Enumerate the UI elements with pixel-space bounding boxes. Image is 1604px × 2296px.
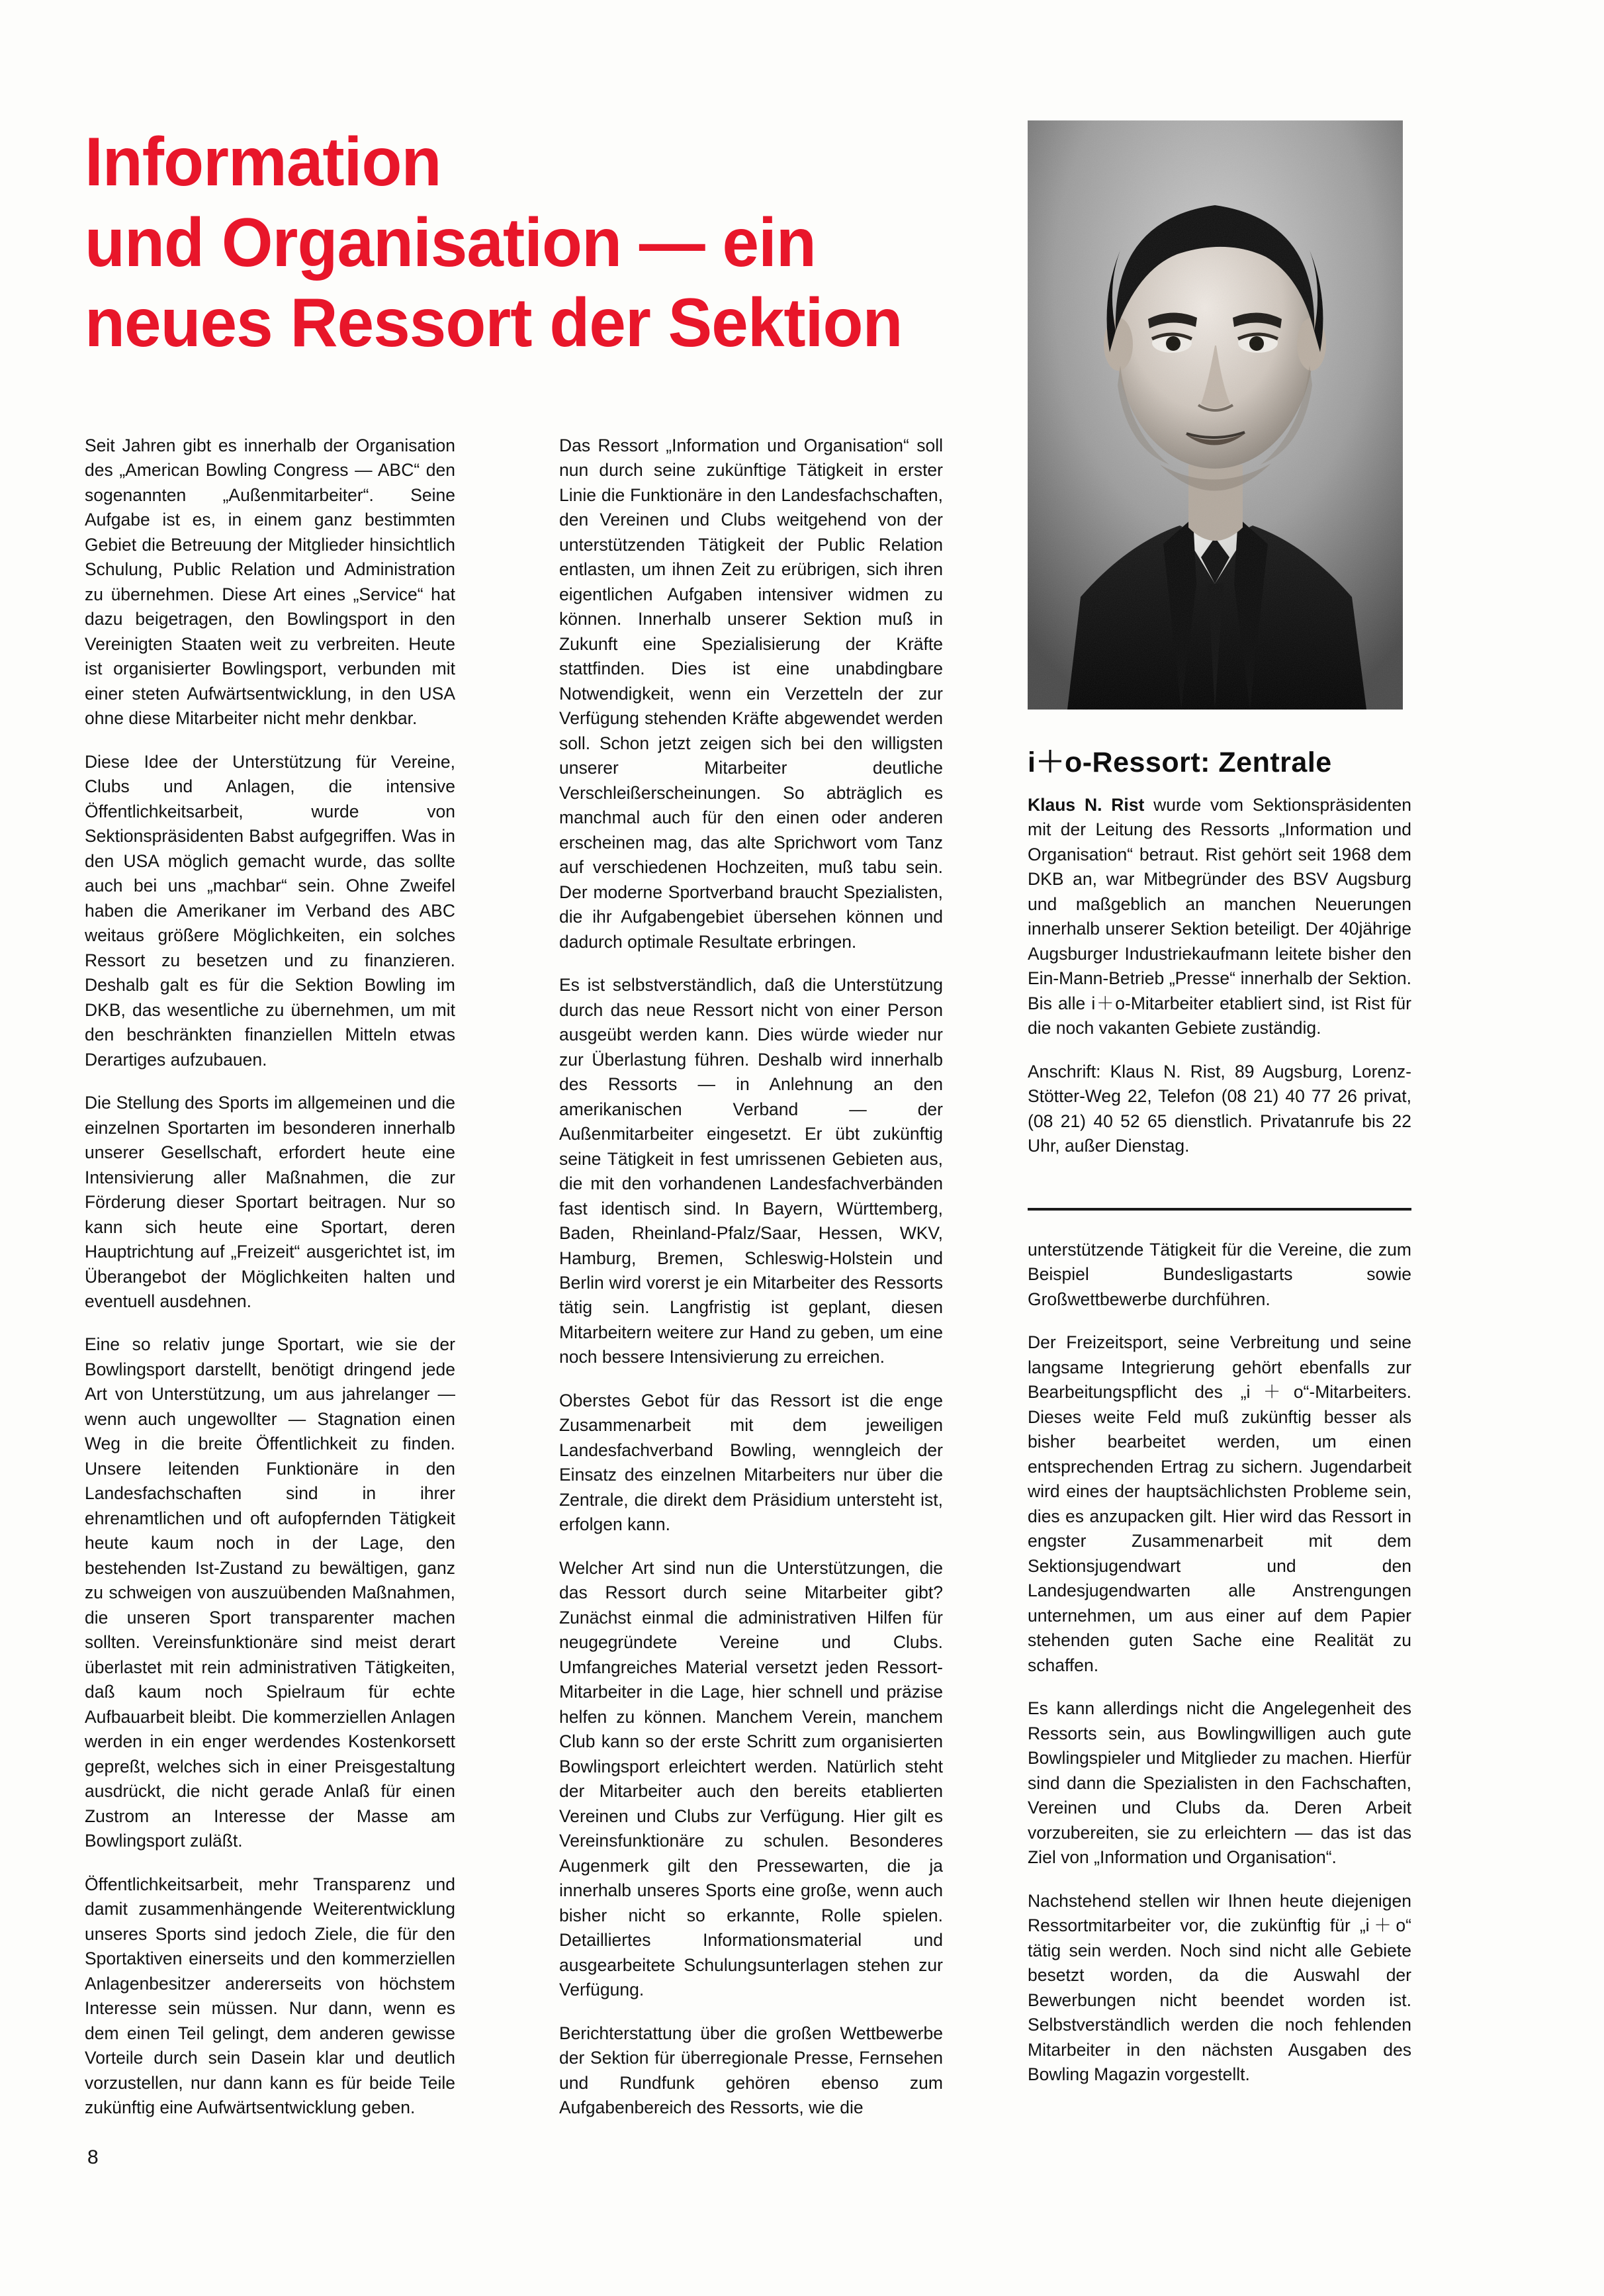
lead-rest: wurde vom Sektionspräsidenten mit der Leitung des Ressorts „Information und Organisation“ betraut. Rist gehört seit 1968 dem DKB an, war Mitbegründer des BSV Augsburg und maßgeblich an manchen Neuerungen innerhalb unserer Sektion beteiligt. Der 40jährige Augsburger Industriekaufmann leitete bisher den Ein-Mann-Betrieb „Presse“ innerhalb der Sektion. Bis alle i＋o-Mitarbeiter etabliert sind, ist Rist für die noch vakanten Gebiete zuständig.	[1028, 795, 1412, 1038]
portrait-illustration	[1028, 120, 1403, 710]
paragraph: Nachstehend stellen wir Ihnen heute diejenigen Ressortmitarbeiter vor, die zukünftig für „i＋o“ tätig sein werden. Noch sind nicht alle Gebiete besetzt worden, da die Auswahl der Bewerbungen nicht beendet worden ist. Selbstverständlich werden die noch fehlenden Mitarbeiter in den nächsten Ausgaben des Bowling Magazin vorgestellt.	[1028, 1890, 1411, 2085]
paragraph: Das Ressort „Information und Organisation“ soll nun durch seine zukünftige Tätigkeit in erster Linie die Funktionäre in den Landesfachschaften, den Vereinen und Clubs weitgehend von der unterstützenden Tätigkeit der Public Relation entlasten, um ihnen Zeit zu erübrigen, sich ihren eigentlichen Aufgaben intensiver widmen zu können. Innerhalb unserer Sektion muß in Zukunft eine Spezialisierung der Kräfte stattfinden. Dies ist eine unabdingbare Notwendigkeit, wenn ein Verzetteln der zur Verfügung stehenden Kräfte abgewendet werden soll. Schon jetzt zeigen sich bei den willigsten unserer Mitarbeiter deutliche Verschleißerscheinungen. So abträglich es manchmal auch für den einen oder anderen erscheinen mag, das alte Sprichwort vom Tanz auf verschiedenen Hochzeiten, muß tabu sein. Der moderne Sportverband braucht Spezialisten, die ihr Aufgabengebiet übersehen können und dadurch optimale Resultate erbringen.	[559, 436, 943, 952]
lead-name: Klaus N. Rist	[1028, 795, 1145, 815]
paragraph: unterstützende Tätigkeit für die Vereine, die zum Beispiel Bundesligastarts sowie Großwettbewerbe durchführen.	[1028, 1240, 1411, 1309]
paragraph: Berichterstattung über die großen Wettbewerbe der Sektion für überregionale Presse, Fernsehen und Rundfunk gehören ebenso zum Aufgabenbereich des Ressorts, wie die	[559, 2023, 943, 2117]
page-title	[85, 122, 1024, 364]
body-column-1	[85, 434, 455, 2120]
body-column-3-upper	[1028, 793, 1411, 1159]
body-column-3-lower	[1028, 1238, 1411, 2088]
paragraph: Eine so relativ junge Sportart, wie sie der Bowlingsport darstellt, benötigt dringend jede Art von Unterstützung, um aus jahrelanger — wenn auch ungewollter — Stagnation einen Weg in die breite Öffentlichkeit zu finden. Unsere leitenden Funktionäre in den Landesfachschaften sind in ihrer ehrenamtlichen und oft aufopfernden Tätigkeit heute kaum noch in der Lage, den bestehenden Ist-Zustand zu bewältigen, ganz zu schweigen von auszuübenden Maßnahmen, die unseren Sport transparenter machen sollten. Vereinsfunktionäre sind meist derart überlastet mit rein administrativen Tätigkeiten, daß kaum noch Spielraum für echte Aufbauarbeit bleibt. Die kommerziellen Anlagen werden in ein enger werdendes Kostenkorsett gepreßt, welches sich in einer Preisgestaltung ausdrückt, die nicht gerade Anlaß für einen Zustrom an Interesse der Masse am Bowlingsport zuläßt.	[85, 1334, 455, 1851]
paragraph: Der Freizeitsport, seine Verbreitung und seine langsame Integrierung gehört ebenfalls zur Bearbeitungspflicht des „i＋o“-Mitarbeiters. Dieses weite Feld muß zukünftig besser als bisher bearbeitet werden, um einen entsprechenden Ertrag zu sichern. Jugendarbeit wird eines der hauptsächlichsten Probleme sein, dies es anzupacken gilt. Hier wird das Ressort in engster Zusammenarbeit mit dem Sektionsjugendwart und den Landesjugendwarten alle Anstrengungen unternehmen, um aus einer auf dem Papier stehenden guten Sache eine Realität zu schaffen.	[1028, 1332, 1411, 1675]
section-heading-ressort: i＋o-Ressort: Zentrale	[1028, 747, 1332, 778]
paragraph: Welcher Art sind nun die Unterstützungen, die das Ressort durch seine Mitarbeiter gibt? Zunächst einmal die administrativen Hilfen für neugegründete Vereine und Clubs. Umfangreiches Material versetzt jeden Ressort-Mitarbeiter in die Lage, hier schnell und präzise helfen zu können. Manchem Verein, manchem Club kann so der erste Schritt zum organisierten Bowlingsport erleichtert werden. Natürlich steht der Mitarbeiter auch den bereits etablierten Vereinen und Clubs zur Verfügung. Hier gilt es Vereinsfunktionäre zu schulen. Besonderes Augenmerk gilt den Pressewarten, die ja innerhalb unseres Sports eine große, wenn auch bisher nicht so erkannte, Rolle spielen. Detailliertes Informationsmaterial und ausgearbeitete Schulungsunterlagen stehen zur Verfügung.	[559, 1557, 943, 2000]
horizontal-rule	[1028, 1208, 1411, 1211]
portrait-photo-klaus-n-rist	[1028, 120, 1403, 710]
paragraph: Öffentlichkeitsarbeit, mehr Transparenz und damit zusammenhängende Weiterentwicklung unseres Sports sind jedoch Ziele, die für den Sportaktiven einerseits und den kommerziellen Anlagenbesitzer andererseits von höchstem Interesse sein müssen. Nur dann, wenn es dem einen Teil gelingt, dem anderen gewisse Vorteile durch sein Dasein klar und deutlich vorzustellen, nur dann kann es für beide Teile zukünftig eine Aufwärtsentwicklung geben.	[85, 1874, 455, 2117]
paragraph: Oberstes Gebot für das Ressort ist die enge Zusammenarbeit mit dem jeweiligen Landesfachverband Bowling, wenngleich der Einsatz des einzelnen Mitarbeiters nur über die Zentrale, die direkt dem Präsidium untersteht ist, erfolgen kann.	[559, 1390, 943, 1535]
paragraph: Seit Jahren gibt es innerhalb der Organisation des „American Bowling Congress — ABC“ den sogenannten „Außenmitarbeiter“. Seine Aufgabe ist es, in einem ganz bestimmten Gebiet die Betreuung der Mitglieder hinsichtlich Schulung, Public Relation und Administration zu übernehmen. Diese Art eines „Service“ hat dazu beigetragen, den Bowlingsport in den Vereinigten Staaten weit zu verbreiten. Heute ist organisierter Bowlingsport, verbunden mit einer steten Aufwärtsentwicklung, in den USA ohne diese Mitarbeiter nicht mehr denkbar.	[85, 436, 455, 729]
headline-line-3: neues Ressort der Sektion	[85, 285, 903, 362]
paragraph-address: Anschrift: Klaus N. Rist, 89 Augsburg, Lorenz-Stötter-Weg 22, Telefon (08 21) 40 77 26 privat, (08 21) 40 52 65 dienstlich. Privatanrufe bis 22 Uhr, außer Dienstag.	[1028, 1061, 1411, 1156]
paragraph: Es ist selbstverständlich, daß die Unterstützung durch das neue Ressort nicht von einer Person ausgeübt werden kann. Dies würde wieder nur zur Überlastung führen. Deshalb wird innerhalb des Ressorts — in Anlehnung an den amerikanischen Verband — der Außenmitarbeiter eingesetzt. Er übt zukünftig seine Tätigkeit in fest umrissenen Gebieten aus, die mit den vorhandenen Landesfachverbänden fast identisch sind. In Bayern, Württemberg, Baden, Rheinland-Pfalz/Saar, Hessen, WKV, Hamburg, Bremen, Schleswig-Holstein und Berlin wird vorerst je ein Mitarbeiter des Ressorts tätig sein. Langfristig ist geplant, diesen Mitarbeitern weitere zur Hand zu geben, um eine noch bessere Intensivierung zu erreichen.	[559, 975, 943, 1367]
paragraph: Diese Idee der Unterstützung für Vereine, Clubs und Anlagen, die intensive Öffentlichkeitsarbeit, wurde von Sektionspräsidenten Babst aufgegriffen. Was in den USA möglich gemacht wurde, das sollte auch bei uns „machbar“ sein. Ohne Zweifel haben die Amerikaner im Verband des ABC weitaus größere Möglichkeiten, ein solches Ressort zu besetzen und zu finanzieren. Deshalb galt es für die Sektion Bowling im DKB, das wesentliche zu übernehmen, um mit den beschränkten finanziellen Mitteln etwas Derartiges aufzubauen.	[85, 751, 455, 1070]
headline-line-2: und Organisation — ein	[85, 204, 816, 281]
paragraph-lead	[1028, 793, 1411, 1041]
body-column-2	[559, 434, 943, 2120]
headline-line-1: Information	[85, 124, 441, 201]
page-number: 8	[87, 2146, 99, 2168]
paragraph: Die Stellung des Sports im allgemeinen und die einzelnen Sportarten im besonderen innerhalb unserer Gesellschaft, erfordert heute eine Intensivierung aller Maßnahmen, die zur Förderung dieser Sportart beitragen. Nur so kann sich heute eine Sportart, deren Hauptrichtung auf „Freizeit“ ausgerichtet ist, im Überangebot der Möglichkeiten halten und eventuell ausdehnen.	[85, 1093, 455, 1311]
paragraph: Es kann allerdings nicht die Angelegenheit des Ressorts sein, aus Bowlingwilligen auch gute Bowlingspieler und Mitglieder zu machen. Hierfür sind dann die Spezialisten in den Fachschaften, Vereinen und Clubs da. Deren Arbeit vorzubereiten, sie zu erleichtern — das ist das Ziel von „Information und Organisation“.	[1028, 1698, 1411, 1868]
